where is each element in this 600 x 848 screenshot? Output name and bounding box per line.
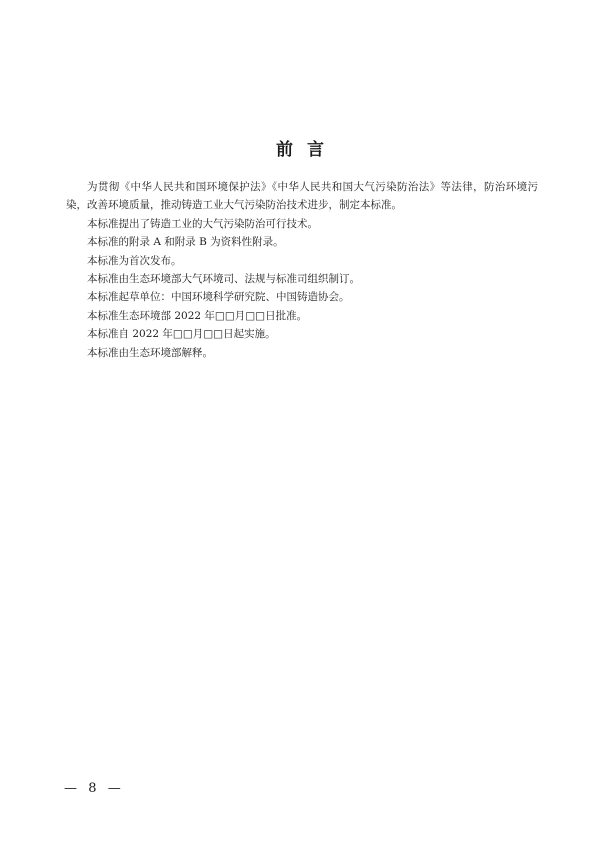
paragraph-interpretation: 本标准由生态环境部解释。 xyxy=(87,346,213,359)
paragraph-drafting-units: 本标准起草单位：中国环境科学研究院、中国铸造协会。 xyxy=(87,291,350,304)
paragraph-organizer: 本标准由生态环境部大气环境司、法规与标准司组织制订。 xyxy=(87,273,360,286)
paragraph-effective-date: 本标准自 2022 年□□月□□日起实施。 xyxy=(87,328,276,341)
paragraph-approval: 本标准生态环境部 2022 年□□月□□日批准。 xyxy=(87,309,308,322)
page-title: 前言 xyxy=(276,140,338,161)
page-number: — 8 — xyxy=(64,781,122,796)
paragraph-purpose: 为贯彻《中华人民共和国环境保护法》《中华人民共和国大气污染防治法》等法律，防治环境污染，改善环境质量，推动铸造工业大气污染防治技术进步，制定本标准。 xyxy=(66,181,538,212)
paragraph-first-release: 本标准为首次发布。 xyxy=(87,254,182,267)
paragraph-scope: 本标准提出了铸造工业的大气污染防治可行技术。 xyxy=(87,217,318,230)
paragraph-appendix: 本标准的附录 A 和附录 B 为资料性附录。 xyxy=(87,236,284,249)
foreword-body xyxy=(66,178,538,362)
